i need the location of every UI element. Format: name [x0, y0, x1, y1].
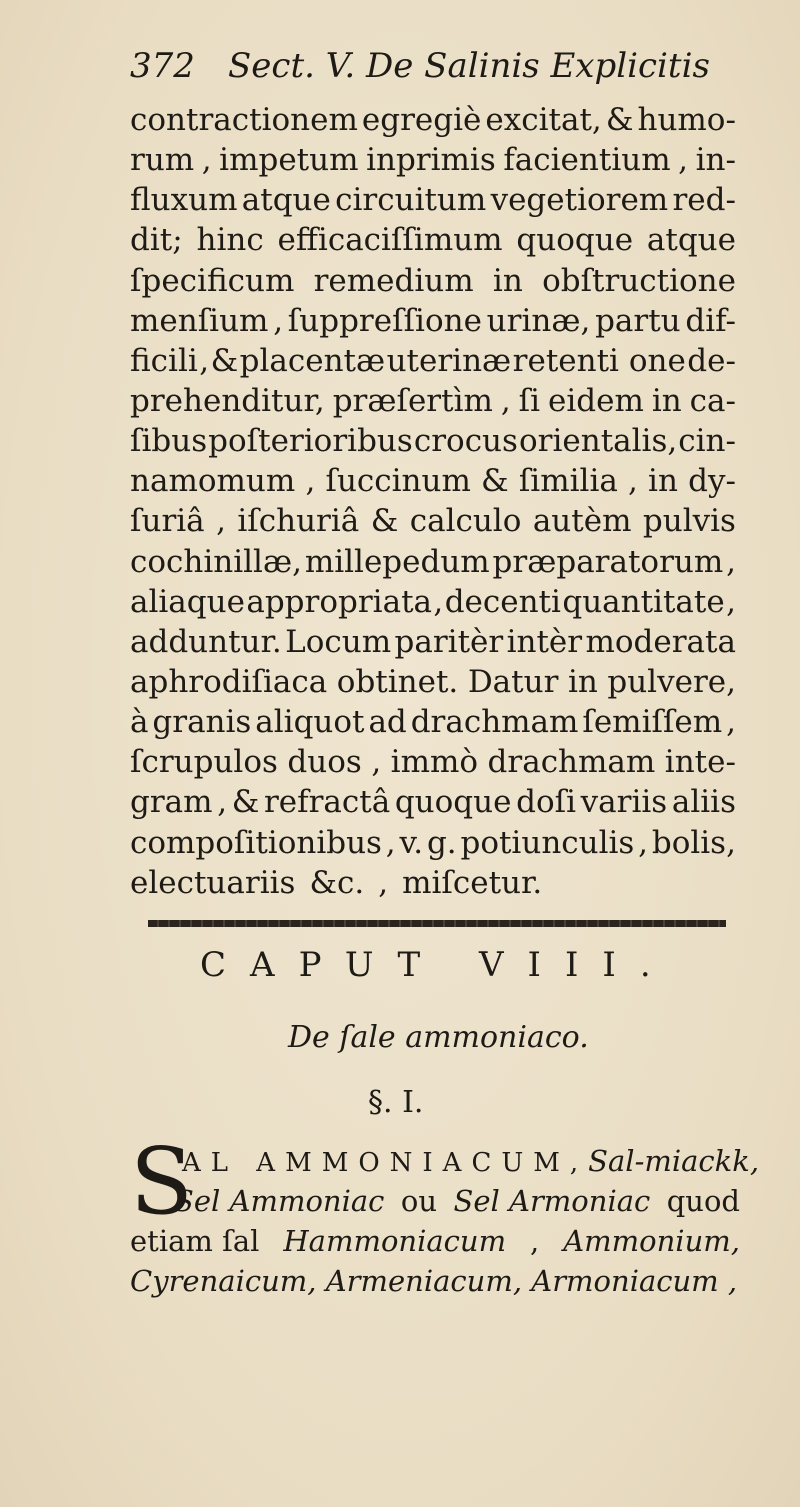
line1-caps: AL AMMONIACUM, [182, 1148, 589, 1178]
text-word: fluxum [130, 182, 238, 219]
text-word: autèm [532, 503, 632, 540]
text-word: rum [130, 142, 195, 179]
text-word: facientium [503, 142, 671, 179]
text-word: cochinillæ, [130, 543, 302, 580]
text-line [130, 461, 736, 501]
text-word: & [370, 503, 399, 540]
paragraph-line-3 [130, 1224, 740, 1258]
text-word: præſertìm [332, 382, 493, 419]
text-word: , [201, 142, 212, 179]
text-word: ſcrupulos [130, 744, 278, 781]
text-word: dy- [688, 463, 736, 500]
text-word: eidem [548, 382, 644, 419]
text-line [130, 421, 736, 461]
text-word: gram [130, 784, 213, 821]
text-word: , [378, 864, 389, 901]
text-word: , [726, 543, 736, 580]
line2-plain-b: quod [666, 1184, 740, 1218]
line2-italic-b: Sel Armoniac [453, 1184, 651, 1218]
text-word: red- [672, 182, 736, 219]
text-word: impetum [219, 142, 359, 179]
text-word: aliquot [255, 704, 365, 741]
text-word: , [726, 704, 736, 741]
text-word: &c. [309, 864, 365, 901]
text-word: dif- [685, 302, 736, 339]
text-word: ſibus [130, 423, 208, 460]
text-word: , [216, 503, 226, 540]
text-word: egregiè [361, 102, 482, 138]
text-word: iſchuriâ [237, 503, 360, 540]
text-word: , [273, 302, 284, 339]
text-line [130, 220, 736, 260]
text-word: efficaciſſimum [277, 222, 503, 259]
text-word: paritèr [394, 623, 504, 660]
text-word: ficili [130, 342, 198, 379]
text-word: vegetiorem [490, 182, 669, 219]
text-word: inte- [664, 744, 736, 781]
text-word: doſi [516, 784, 577, 821]
text-word: aliaque [130, 583, 245, 620]
text-word: circuitum [335, 182, 487, 219]
text-word: moderata [585, 623, 736, 660]
text-line [130, 542, 736, 582]
text-word: , [500, 382, 511, 419]
paragraph-line-2 [174, 1184, 740, 1218]
text-word: ſemiſſem [582, 704, 723, 741]
text-line [130, 341, 736, 381]
text-word: præparatorum [492, 543, 724, 580]
text-line [130, 100, 736, 140]
text-word: placentæ [239, 342, 386, 379]
text-word: in- [695, 142, 736, 179]
page-number: 372 [130, 46, 195, 86]
text-word: partu [595, 302, 681, 339]
text-word: orientalis, [518, 423, 678, 460]
text-word: immò [390, 744, 479, 781]
text-word: electuariis [130, 864, 296, 901]
text-word: compoſitionibus [130, 824, 382, 861]
text-word: intèr [506, 623, 583, 660]
text-word: aliis [671, 784, 736, 821]
text-word: duos [287, 744, 362, 781]
paragraph-line-1 [182, 1144, 759, 1178]
text-word: miſcetur. [402, 864, 543, 901]
text-word: obtinet. [336, 663, 459, 700]
text-word: ſpecificum [130, 262, 295, 299]
text-word: ſuccinum [325, 463, 471, 500]
text-word: , [385, 824, 396, 861]
text-line [130, 301, 736, 341]
text-word: & [481, 463, 509, 500]
text-word: contractionem [130, 102, 358, 138]
text-word: decenti [444, 583, 561, 620]
text-line [130, 782, 736, 822]
text-word: ca- [689, 382, 736, 419]
text-word: cin- [678, 423, 736, 460]
text-line [130, 381, 736, 421]
line3-sep: , [530, 1224, 540, 1258]
text-word: ſuppreſſione [287, 302, 482, 339]
text-word: & [605, 102, 634, 138]
text-word: in [651, 382, 682, 419]
text-word: , [628, 463, 638, 500]
text-word: bolis, [651, 824, 736, 861]
text-word: ſimilia [518, 463, 618, 500]
text-word: quantitate [562, 583, 725, 620]
text-word: g. [426, 824, 457, 861]
text-word: , [726, 583, 736, 620]
text-word: , [638, 824, 649, 861]
text-word: v. [399, 824, 424, 861]
text-word: à [130, 704, 149, 741]
text-word: excitat, [485, 102, 602, 138]
text-line [130, 622, 736, 662]
text-word: millepedum [304, 543, 490, 580]
text-word: variis [580, 784, 668, 821]
text-word: quoque [394, 784, 512, 821]
text-word: , [433, 583, 444, 620]
text-line [130, 140, 736, 180]
text-line [130, 582, 736, 622]
line2-plain-a: ou [400, 1184, 438, 1218]
ornamental-rule [148, 920, 726, 927]
text-word: uterinæ [386, 342, 512, 379]
text-word: & [210, 342, 239, 379]
text-word: Datur [467, 663, 559, 700]
text-word: calculo [409, 503, 522, 540]
text-word: remedium [313, 262, 474, 299]
running-head: Sect. V. De Salinis Explicitis [228, 46, 710, 86]
text-word: in [492, 262, 523, 299]
text-word: atque [646, 222, 736, 259]
text-word: , [305, 463, 316, 500]
text-word: pulvere, [607, 663, 736, 700]
text-word: humo- [637, 102, 736, 138]
text-line [130, 261, 736, 301]
text-word: ſi [518, 382, 541, 419]
text-line [130, 863, 736, 903]
text-word: hinc [196, 222, 264, 259]
paragraph-line-4: Cyrenaicum, Armeniacum, Armoniacum , [130, 1264, 738, 1298]
text-word: in [567, 663, 598, 700]
chapter-title: CAPUT VIII. [200, 945, 675, 985]
text-word: crocus [413, 423, 518, 460]
text-word: ad [368, 704, 407, 741]
line2-italic-a: Sel Ammoniac [174, 1184, 385, 1218]
text-word: pulvis [642, 503, 736, 540]
text-word: , [217, 784, 228, 821]
drop-cap: S [130, 1128, 194, 1235]
text-word: prehenditur, [130, 382, 325, 419]
text-word: , [199, 342, 210, 379]
text-word: potiunculis [460, 824, 635, 861]
text-line [130, 742, 736, 782]
line3-plain: etiam ſal [130, 1224, 260, 1258]
text-word: appropriata [246, 583, 433, 620]
text-word: menſium [130, 302, 269, 339]
text-word: poſterioribus [208, 423, 413, 460]
text-word: ſuriâ [130, 503, 205, 540]
text-word: retenti one [512, 342, 686, 379]
text-word: aphrodiſiaca [130, 663, 328, 700]
text-word: obſtructione [542, 262, 736, 299]
text-word: , [678, 142, 689, 179]
line3-italic-b: Ammonium, [563, 1224, 740, 1258]
text-word: drachmam [410, 704, 579, 741]
text-word: urinæ, [486, 302, 591, 339]
text-word: refractâ [263, 784, 391, 821]
text-word: , [371, 744, 382, 781]
text-word: de- [687, 342, 736, 379]
chapter-subtitle: De ſale ammoniaco. [288, 1020, 589, 1055]
line3-italic-a: Hammoniacum [283, 1224, 507, 1258]
text-word: namomum [130, 463, 296, 500]
text-word: in [648, 463, 678, 500]
text-word: & [231, 784, 260, 821]
text-word: inprimis [366, 142, 496, 179]
text-word: quoque [516, 222, 634, 259]
text-line [130, 662, 736, 702]
body-text [130, 100, 736, 903]
text-line [130, 702, 736, 742]
text-word: atque [241, 182, 331, 219]
text-line [130, 823, 736, 863]
text-word: Locum [285, 623, 392, 660]
line1-italic: Sal-miackk, [588, 1144, 760, 1178]
text-line [130, 180, 736, 220]
page-header [130, 46, 730, 90]
text-word: adduntur. [130, 623, 282, 660]
section-mark: §. I. [368, 1085, 424, 1120]
text-word: granis [152, 704, 252, 741]
text-word: dit; [130, 222, 183, 259]
text-word: drachmam [487, 744, 656, 781]
text-line [130, 501, 736, 541]
